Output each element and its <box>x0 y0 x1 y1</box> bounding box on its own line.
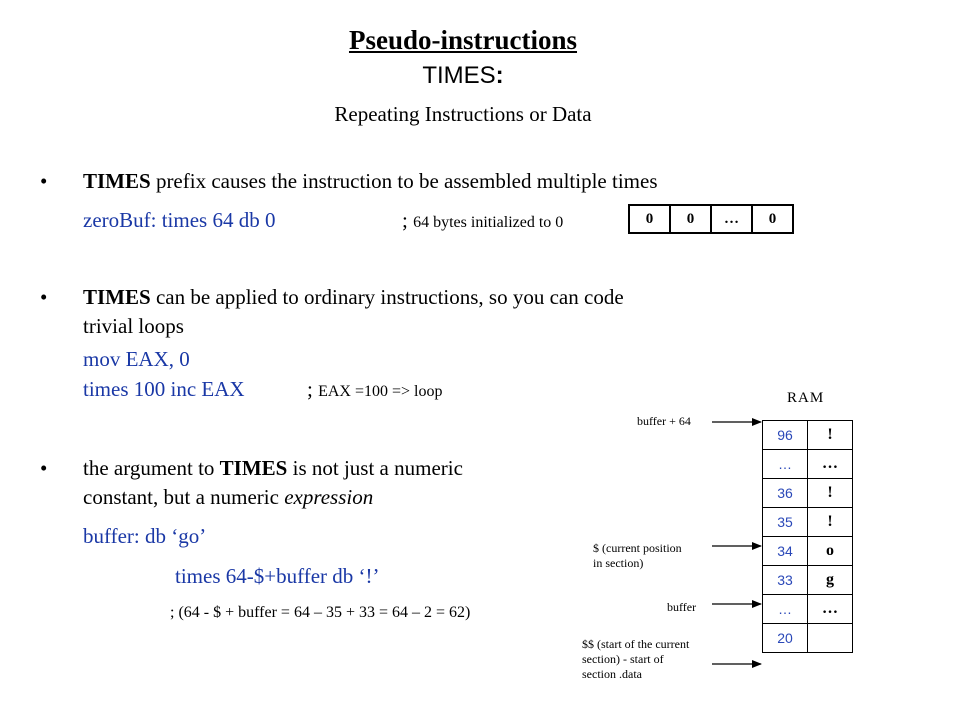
bullet-3-code-1: buffer: db ‘go’ <box>83 524 207 548</box>
pointer-label-section-line2: section) - start of <box>582 652 664 666</box>
bullet-2-code-2: times 100 inc EAX <box>83 377 245 401</box>
ram-value: ! <box>808 479 853 508</box>
bullet-2-code-1: mov EAX, 0 <box>83 347 190 371</box>
subtitle-colon: : <box>495 62 504 89</box>
zero-buffer-cell: … <box>711 205 752 233</box>
bullet-marker-2: • <box>40 285 48 309</box>
bullet-3-keyword: TIMES <box>219 456 288 480</box>
bullet-2-comment-sep: ; <box>307 377 319 401</box>
bullet-3-body: is not just a numeric <box>287 456 463 480</box>
bullet-3-code-2: times 64-$+buffer db ‘!’ <box>175 564 380 588</box>
pointer-label-section-line3: section .data <box>582 667 642 681</box>
ram-value: … <box>808 595 853 624</box>
ram-value: ! <box>808 421 853 450</box>
ram-address: … <box>763 450 808 479</box>
ram-value: … <box>808 450 853 479</box>
bullet-3-line2-em: expression <box>284 485 374 509</box>
bullet-1-comment-text: 64 bytes initialized to 0 <box>413 214 564 231</box>
zero-buffer-cell: 0 <box>752 205 793 233</box>
bullet-1-comment-sep: ; <box>402 208 414 232</box>
zero-buffer-cell: 0 <box>670 205 711 233</box>
bullet-1-body: prefix causes the instruction to be assembled multiple times <box>150 169 658 193</box>
bullet-3-comment: ; (64 - $ + buffer = 64 – 35 + 33 = 64 – 2 = 62) <box>170 604 471 621</box>
bullet-2-comment-text: EAX =100 => loop <box>318 383 443 400</box>
bullet-1-keyword: TIMES <box>83 169 151 193</box>
slide-description: Repeating Instructions or Data <box>334 102 592 126</box>
subtitle-keyword: TIMES <box>422 62 496 89</box>
bullet-marker-1: • <box>40 169 48 193</box>
ram-address: 36 <box>763 479 808 508</box>
bullet-marker-3: • <box>40 456 48 480</box>
ram-address: 33 <box>763 566 808 595</box>
bullet-3-pre: the argument to <box>83 456 220 480</box>
bullet-2-keyword: TIMES <box>83 285 151 309</box>
ram-address: 34 <box>763 537 808 566</box>
pointer-label-current-line1: $ (current position <box>593 541 682 555</box>
bullet-1-code-text: zeroBuf: times 64 db 0 <box>83 208 276 232</box>
zero-buffer-cell: 0 <box>629 205 670 233</box>
ram-address: 20 <box>763 624 808 653</box>
ram-value: o <box>808 537 853 566</box>
ram-address: … <box>763 595 808 624</box>
pointer-label-buffer-plus-64: buffer + 64 <box>637 414 691 428</box>
ram-label: RAM <box>787 390 825 406</box>
pointer-label-buffer: buffer <box>667 600 697 614</box>
bullet-3-line2-pre: constant, but a numeric <box>83 485 285 509</box>
bullet-2-body: can be applied to ordinary instructions, so you can code <box>150 285 624 309</box>
ram-address: 35 <box>763 508 808 537</box>
pointer-label-section-line1: $$ (start of the current <box>582 637 690 651</box>
ram-value: g <box>808 566 853 595</box>
ram-address: 96 <box>763 421 808 450</box>
ram-value: ! <box>808 508 853 537</box>
slide-title: Pseudo-instructions <box>348 25 578 55</box>
bullet-2-text-line2: trivial loops <box>83 314 184 338</box>
pointer-label-current-line2: in section) <box>593 556 644 570</box>
